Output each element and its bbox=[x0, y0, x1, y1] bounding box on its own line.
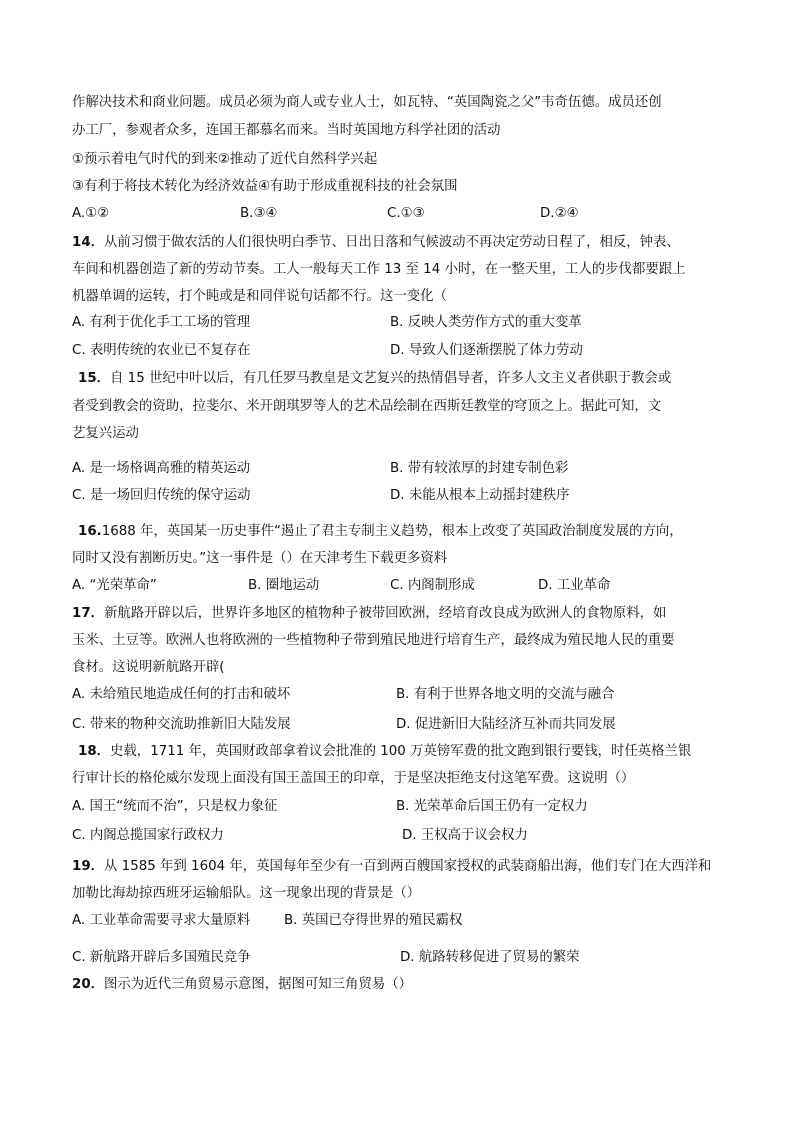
q14-option-d: D. 导致人们逐渐摆脱了体力劳动 bbox=[390, 343, 583, 358]
q14-option-c: C. 表明传统的农业已不复存在 bbox=[72, 343, 251, 358]
q15-number: 15． bbox=[78, 371, 111, 386]
q18-option-b: B. 光荣革命后国王仍有一定权力 bbox=[396, 799, 588, 814]
q15-stem-line-1: 15．自 15 世纪中叶以后，有几任罗马教皇是文艺复兴的热情倡导者，许多人文主义者供职于教会或 bbox=[78, 371, 672, 386]
q14-option-b: B. 反映人类劳作方式的重大变革 bbox=[390, 315, 582, 330]
q17-stem-line-1: 17．新航路开辟以后，世界许多地区的植物种子被带回欧洲，经培育改良成为欧洲人的食物原料，如 bbox=[72, 606, 667, 621]
q19-number: 19． bbox=[72, 859, 105, 874]
q15-option-c: C. 是一场回归传统的保守运动 bbox=[72, 488, 251, 503]
q15-option-d: D. 未能从根本上动摇封建秩序 bbox=[390, 488, 570, 503]
q19-stem-line-2: 加勒比海劫掠西班牙运输船队。这一现象出现的背景是（） bbox=[72, 886, 421, 901]
q14-stem-line-3: 机器单调的运转，打个盹或是和同伴说句话都不行。这一变化（ bbox=[72, 289, 447, 304]
q17-stem-line-3: 食材。这说明新航路开辟( bbox=[72, 660, 225, 675]
q19-option-b: B. 英国已夺得世界的殖民霸权 bbox=[284, 913, 463, 928]
q15-option-a: A. 是一场格调高雅的精英运动 bbox=[72, 461, 251, 476]
q13-option-d: D.②④ bbox=[540, 206, 579, 221]
q17-option-b: B. 有利于世界各地文明的交流与融合 bbox=[396, 687, 615, 702]
q13-statements-line-1: ①预示着电气时代的到来②推动了近代自然科学兴起 bbox=[72, 152, 378, 167]
q15-stem-line-3: 艺复兴运动 bbox=[72, 426, 139, 441]
q18-stem-line-1: 18．史载，1711 年，英国财政部拿着议会批准的 100 万英镑军费的批文跑到银行要钱，时任英格兰银 bbox=[78, 744, 692, 759]
q14-stem-line-1: 14．从前习惯于做农活的人们很快明白季节、日出日落和气候波动不再决定劳动日程了，相反，钟表、 bbox=[72, 235, 680, 250]
q16-option-b: B. 圈地运动 bbox=[248, 578, 320, 593]
q14-number: 14． bbox=[72, 235, 105, 250]
q17-option-d: D. 促进新旧大陆经济互补而共同发展 bbox=[396, 717, 616, 732]
q16-number: 16. bbox=[78, 524, 102, 539]
q17-option-a: A. 未给殖民地造成任何的打击和破坏 bbox=[72, 687, 291, 702]
q16-option-c: C. 内阁制形成 bbox=[390, 578, 475, 593]
q17-number: 17． bbox=[72, 606, 105, 621]
q20-number: 20． bbox=[72, 977, 105, 992]
q19-stem-line-1: 19．从 1585 年到 1604 年，英国每年至少有一百到两百艘国家授权的武装商船出海，他们专门在大西洋和 bbox=[72, 859, 712, 874]
q13-option-a: A.①② bbox=[72, 206, 110, 221]
q16-stem-line-2: 同时又没有割断历史。”这一事件是（）在天津考生下载更多资料 bbox=[72, 551, 448, 566]
q13-option-b: B.③④ bbox=[240, 206, 278, 221]
q15-stem-line-2: 者受到教会的资助，拉斐尔、米开朗琪罗等人的艺术品绘制在西斯廷教堂的穹顶之上。据此可知，文 bbox=[72, 399, 662, 414]
q13-stem-line-2: 办工厂，参观者众多，连国王都慕名而来。当时英国地方科学社团的活动 bbox=[72, 123, 501, 138]
q17-option-c: C. 带来的物种交流助推新旧大陆发展 bbox=[72, 717, 291, 732]
q13-option-c: C.①③ bbox=[387, 206, 425, 221]
q19-option-d: D. 航路转移促进了贸易的繁荣 bbox=[400, 950, 580, 965]
q15-option-b: B. 带有较浓厚的封建专制色彩 bbox=[390, 461, 569, 476]
q18-stem-line-2: 行审计长的格伦威尔发现上面没有国王盖国王的印章，于是坚决拒绝支付这笔军费。这说明（） bbox=[72, 771, 635, 786]
q16-option-a: A. “光荣革命” bbox=[72, 578, 157, 593]
q16-option-d: D. 工业革命 bbox=[538, 578, 611, 593]
q13-stem-line-1: 作解决技术和商业问题。成员必须为商人或专业人士，如瓦特、“英国陶瓷之父”韦奇伍德。成员还创 bbox=[72, 95, 662, 110]
q18-option-c: C. 内阁总揽国家行政权力 bbox=[72, 828, 224, 843]
q13-statements-line-2: ③有利于将技术转化为经济效益④有助于形成重视科技的社会氛围 bbox=[72, 179, 458, 194]
q16-stem-line-1: 16.1688 年，英国某一历史事件“遏止了君主专制主义趋势，根本上改变了英国政治制度发展的方向， bbox=[78, 524, 683, 539]
q18-number: 18． bbox=[78, 744, 111, 759]
q19-option-c: C. 新航路开辟后多国殖民竞争 bbox=[72, 950, 251, 965]
q17-stem-line-2: 玉米、土豆等。欧洲人也将欧洲的一些植物种子带到殖民地进行培育生产，最终成为殖民地人民的重要 bbox=[72, 633, 675, 648]
q18-option-a: A. 国王“统而不治”，只是权力象征 bbox=[72, 799, 278, 814]
q14-stem-line-2: 车间和机器创造了新的劳动节奏。工人一般每天工作 13 至 14 小时，在一整天里，工人的步伐都要跟上 bbox=[72, 262, 686, 277]
q20-stem-line-1: 20．图示为近代三角贸易示意图，据图可知三角贸易（） bbox=[72, 977, 413, 992]
q14-option-a: A. 有利于优化手工工场的管理 bbox=[72, 315, 251, 330]
q18-option-d: D. 王权高于议会权力 bbox=[402, 828, 528, 843]
q19-option-a: A. 工业革命需要寻求大量原料 bbox=[72, 913, 251, 928]
